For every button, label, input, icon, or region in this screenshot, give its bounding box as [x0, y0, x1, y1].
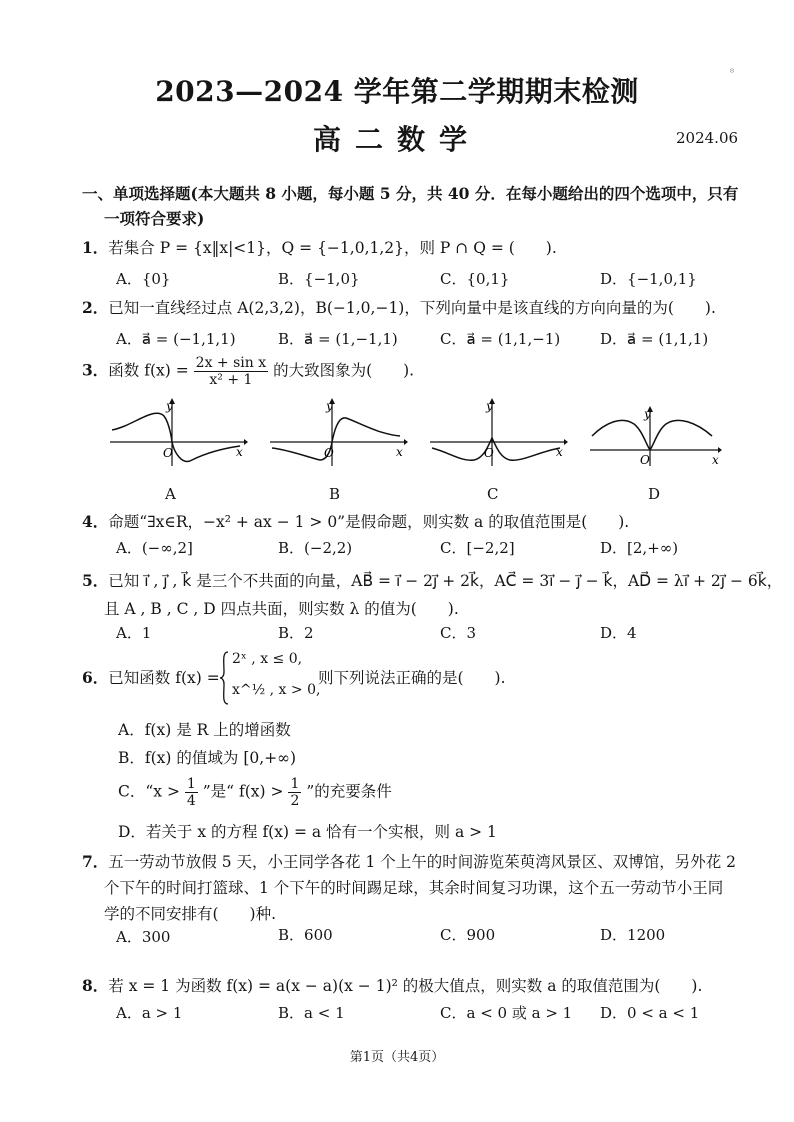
fraction-one-half	[288, 776, 301, 809]
q8-option-a: A．a > 1	[116, 1004, 183, 1022]
question-8	[82, 974, 702, 996]
y-label: y	[326, 399, 333, 413]
function-prefix: 已知函数 f(x) =	[108, 669, 220, 687]
q2-option-d: D．a⃗ = (1,1,1)	[600, 330, 709, 348]
graph-label-b: B	[329, 485, 341, 503]
q7-option-c: C．900	[440, 926, 496, 944]
x-label: x	[556, 445, 563, 459]
x-label: x	[712, 453, 719, 467]
question-number: 8．	[82, 976, 109, 995]
q1-option-c: C．{0,1}	[440, 270, 510, 288]
q7-option-b: B．600	[278, 926, 333, 944]
question-stem: 命题“∃x∈R，−x² + ax − 1 > 0”是假命题，则实数 a 的取值范围是( ).	[108, 513, 630, 531]
question-stem: 已知一直线经过点 A(2,3,2)，B(−1,0,−1)，下列向量中是该直线的方向向量的为( ).	[108, 299, 716, 317]
q6-option-b: B．f(x) 的值域为 [0,+∞)	[118, 749, 297, 767]
question-number: 4．	[82, 512, 109, 531]
q4-option-a: A．(−∞,2]	[116, 539, 193, 557]
fraction-numerator: 1	[290, 776, 300, 792]
fraction-denominator: 2	[290, 793, 300, 809]
graph-a	[108, 396, 248, 468]
graph-b	[268, 396, 408, 468]
question-stem-line3: 学的不同安排有( )种.	[104, 905, 277, 923]
option-c-prefix: C．“x >	[118, 782, 180, 801]
curve-a	[112, 413, 240, 461]
page-footer: 第1页（共4页）	[349, 1050, 445, 1065]
graph-label-c: C	[487, 485, 499, 503]
origin-label: O	[484, 446, 494, 460]
q4-option-b: B．(−2,2)	[278, 539, 353, 557]
piecewise-brace	[218, 650, 230, 706]
curve-c	[432, 438, 560, 460]
question-number: 1．	[82, 238, 109, 257]
y-label: y	[486, 399, 493, 413]
question-4	[82, 510, 629, 532]
q7-option-d: D．1200	[600, 926, 666, 944]
piecewise-case-1: 2ˣ , x ≤ 0,	[232, 651, 303, 667]
question-number: 6．	[82, 668, 109, 687]
piecewise-case-2: x^½ , x > 0,	[232, 682, 321, 698]
option-c-suffix: ”的充要条件	[306, 782, 392, 801]
question-stem-line2: 个下午的时间打篮球、1 个下午的时间踢足球，其余时间复习功课，这个五一劳动节小王同	[104, 879, 724, 897]
fraction-denominator: 4	[186, 793, 196, 809]
q4-option-c: C．[−2,2]	[440, 539, 515, 557]
exam-title: 2023—2024 学年第二学期期末检测	[155, 75, 639, 108]
question-suffix: 则下列说法正确的是( ).	[318, 669, 506, 687]
q1-option-d: D．{−1,0,1}	[600, 270, 697, 288]
question-7	[82, 850, 736, 872]
q8-option-c: C．a < 0 或 a > 1	[440, 1004, 573, 1022]
fraction-numerator: 2x + sin x	[195, 355, 267, 371]
q8-option-b: B．a < 1	[278, 1004, 345, 1022]
question-5	[82, 569, 782, 591]
q5-option-c: C．3	[440, 624, 477, 642]
exam-date: 2024.06	[676, 129, 739, 147]
graph-label-d: D	[648, 485, 661, 503]
graph-label-a: A	[165, 485, 176, 503]
corner-mark: ⁸	[730, 68, 735, 79]
y-label: y	[644, 407, 651, 421]
graph-c	[428, 396, 568, 468]
exam-subtitle: 高二数学	[312, 123, 481, 156]
y-label: y	[166, 399, 173, 413]
question-1	[82, 236, 557, 258]
q1-option-b: B．{−1,0}	[278, 270, 360, 288]
function-prefix: 函数 f(x) =	[108, 361, 189, 380]
x-axis-arrow	[404, 439, 408, 445]
question-suffix: 的大致图象为( ).	[273, 361, 415, 380]
question-number: 2．	[82, 298, 109, 317]
origin-label: O	[640, 453, 650, 467]
q1-option-a: A．{0}	[116, 270, 171, 288]
q2-option-a: A．a⃗ = (−1,1,1)	[116, 330, 236, 348]
x-label: x	[396, 445, 403, 459]
section-heading-line2: 一项符合要求)	[104, 209, 205, 228]
origin-label: O	[163, 446, 173, 460]
q7-option-a: A．300	[116, 928, 171, 946]
origin-label: O	[324, 446, 334, 460]
brace-path	[220, 652, 228, 704]
q6-option-d: D．若关于 x 的方程 f(x) = a 恰有一个实根，则 a > 1	[118, 823, 497, 841]
x-label: x	[236, 445, 243, 459]
curve-d	[592, 420, 712, 450]
fraction-one-quarter	[185, 776, 198, 809]
curve-b	[272, 418, 400, 460]
question-stem-line2: 且 A , B , C , D 四点共面，则实数 λ 的值为( ).	[104, 600, 459, 618]
x-axis-arrow	[244, 439, 248, 445]
q8-option-d: D．0 < a < 1	[600, 1004, 700, 1022]
question-3	[82, 355, 414, 388]
question-stem-line1: 五一劳动节放假 5 天，小王同学各花 1 个上午的时间游览茱萸湾风景区、双博馆，另外花 2	[108, 853, 737, 871]
q2-option-b: B．a⃗ = (1,−1,1)	[278, 330, 398, 348]
q5-option-a: A．1	[116, 624, 152, 642]
function-fraction	[194, 355, 268, 388]
q6-option-c	[118, 776, 392, 809]
question-stem-line1: 已知 i⃗ , j⃗ , k⃗ 是三个不共面的向量，AB⃗ = i⃗ − 2j⃗ + 2k⃗，AC⃗ = 3i⃗ − j⃗ − k⃗，AD⃗ = λi⃗ + 2j⃗ − 6k⃗，	[108, 572, 783, 590]
question-stem: 若集合 P = {x‖x|<1}，Q = {−1,0,1,2}，则 P ∩ Q = ( ).	[108, 239, 557, 257]
question-6	[82, 666, 220, 688]
question-stem: 若 x = 1 为函数 f(x) = a(x − a)(x − 1)² 的极大值点，则实数 a 的取值范围为( ).	[108, 977, 703, 995]
q5-option-d: D．4	[600, 624, 637, 642]
graph-d	[588, 404, 724, 468]
q2-option-c: C．a⃗ = (1,1,−1)	[440, 330, 561, 348]
question-number: 5．	[82, 571, 109, 590]
question-number: 7．	[82, 852, 109, 871]
section-heading-line1: 一、单项选择题(本大题共 8 小题，每小题 5 分，共 40 分．在每小题给出的四个选项中，只有	[82, 184, 739, 203]
question-number: 3．	[82, 360, 109, 380]
question-2	[82, 296, 716, 318]
fraction-numerator: 1	[186, 776, 196, 792]
x-axis-arrow	[564, 439, 568, 445]
q6-option-a: A．f(x) 是 R 上的增函数	[118, 721, 291, 739]
option-c-middle: ”是“ f(x) >	[202, 782, 284, 801]
fraction-denominator: x² + 1	[209, 372, 253, 388]
q5-option-b: B．2	[278, 624, 314, 642]
q4-option-d: D．[2,+∞)	[600, 539, 679, 557]
